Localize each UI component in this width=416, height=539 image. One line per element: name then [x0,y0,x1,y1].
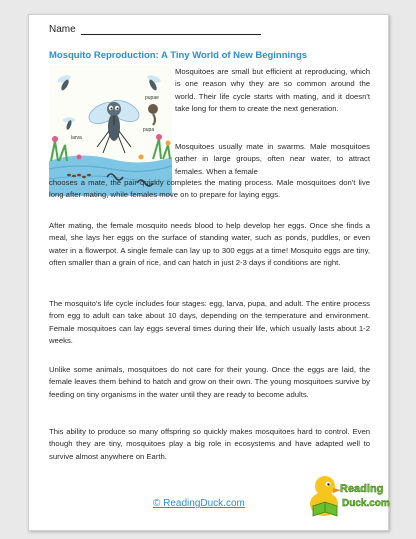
paragraph-life-cycle: The mosquito's life cycle includes four stages: egg, larva, pupa, and adult. The entire process from egg to adult can take about 10 days, depending on the temperature and environment. Female mosquitoes can lay eggs several times during their life, which usually lasts about 1-2 weeks. [49,299,370,345]
illus-label-larva: larva [71,135,82,141]
paragraph-egg-laying: After mating, the female mosquito needs blood to help develop her eggs. Once she finds a meal, she lays her eggs on the surface of standing water, such as ponds, puddles, or even water in a flowerpot. A single female can lay up to 300 eggs at a time! Mosquito eggs are tiny, often smaller than a grain of rice, and can hatch in just 2-3 days if conditions are right. [49,221,370,267]
name-label: Name [49,24,76,35]
paragraph-mating-part1: Mosquitoes usually mate in swarms. Male mosquitoes gather in large groups, often near water, to attract females. When a female [175,142,370,176]
illus-label-pupae: pupae [145,95,159,101]
article-title: Mosquito Reproduction: A Tiny World of New Beginnings [49,50,308,61]
logo-text-reading: Reading [340,483,384,495]
worksheet-page [28,14,389,531]
logo-text-duck: Duck.com [342,498,390,509]
paragraph-no-parental-care: Unlike some animals, mosquitoes do not care for their young. Once the eggs are laid, the female leaves them behind to hatch and grow on their own. The young mosquitoes survive by feeding on tiny organisms in the water until they are ready to become adults. [49,365,370,399]
paragraph-mating-part2: chooses a mate, the pair quickly completes the mating process. Male mosquitoes don't live long after mating, while females move on to prepare for laying eggs. [49,178,370,200]
paragraph-conclusion: This ability to produce so many offspring so quickly makes mosquitoes hard to control. Even though they are tiny, mosquitoes play a big role in ecosystems and have adapted well to survive almost anywhere on Earth. [49,427,370,461]
illus-label-pupa: pupa [143,127,155,133]
name-blank-line[interactable] [81,25,261,35]
readingduck-link[interactable]: © ReadingDuck.com [153,498,245,509]
paragraph-intro: Mosquitoes are small but efficient at reproducing, which is one reason why they are so common around the world. Their life cycle starts with mating, and it doesn't take long for them to create the next generation. [175,67,370,113]
name-field-row [49,24,261,35]
readingduck-logo [307,468,390,522]
